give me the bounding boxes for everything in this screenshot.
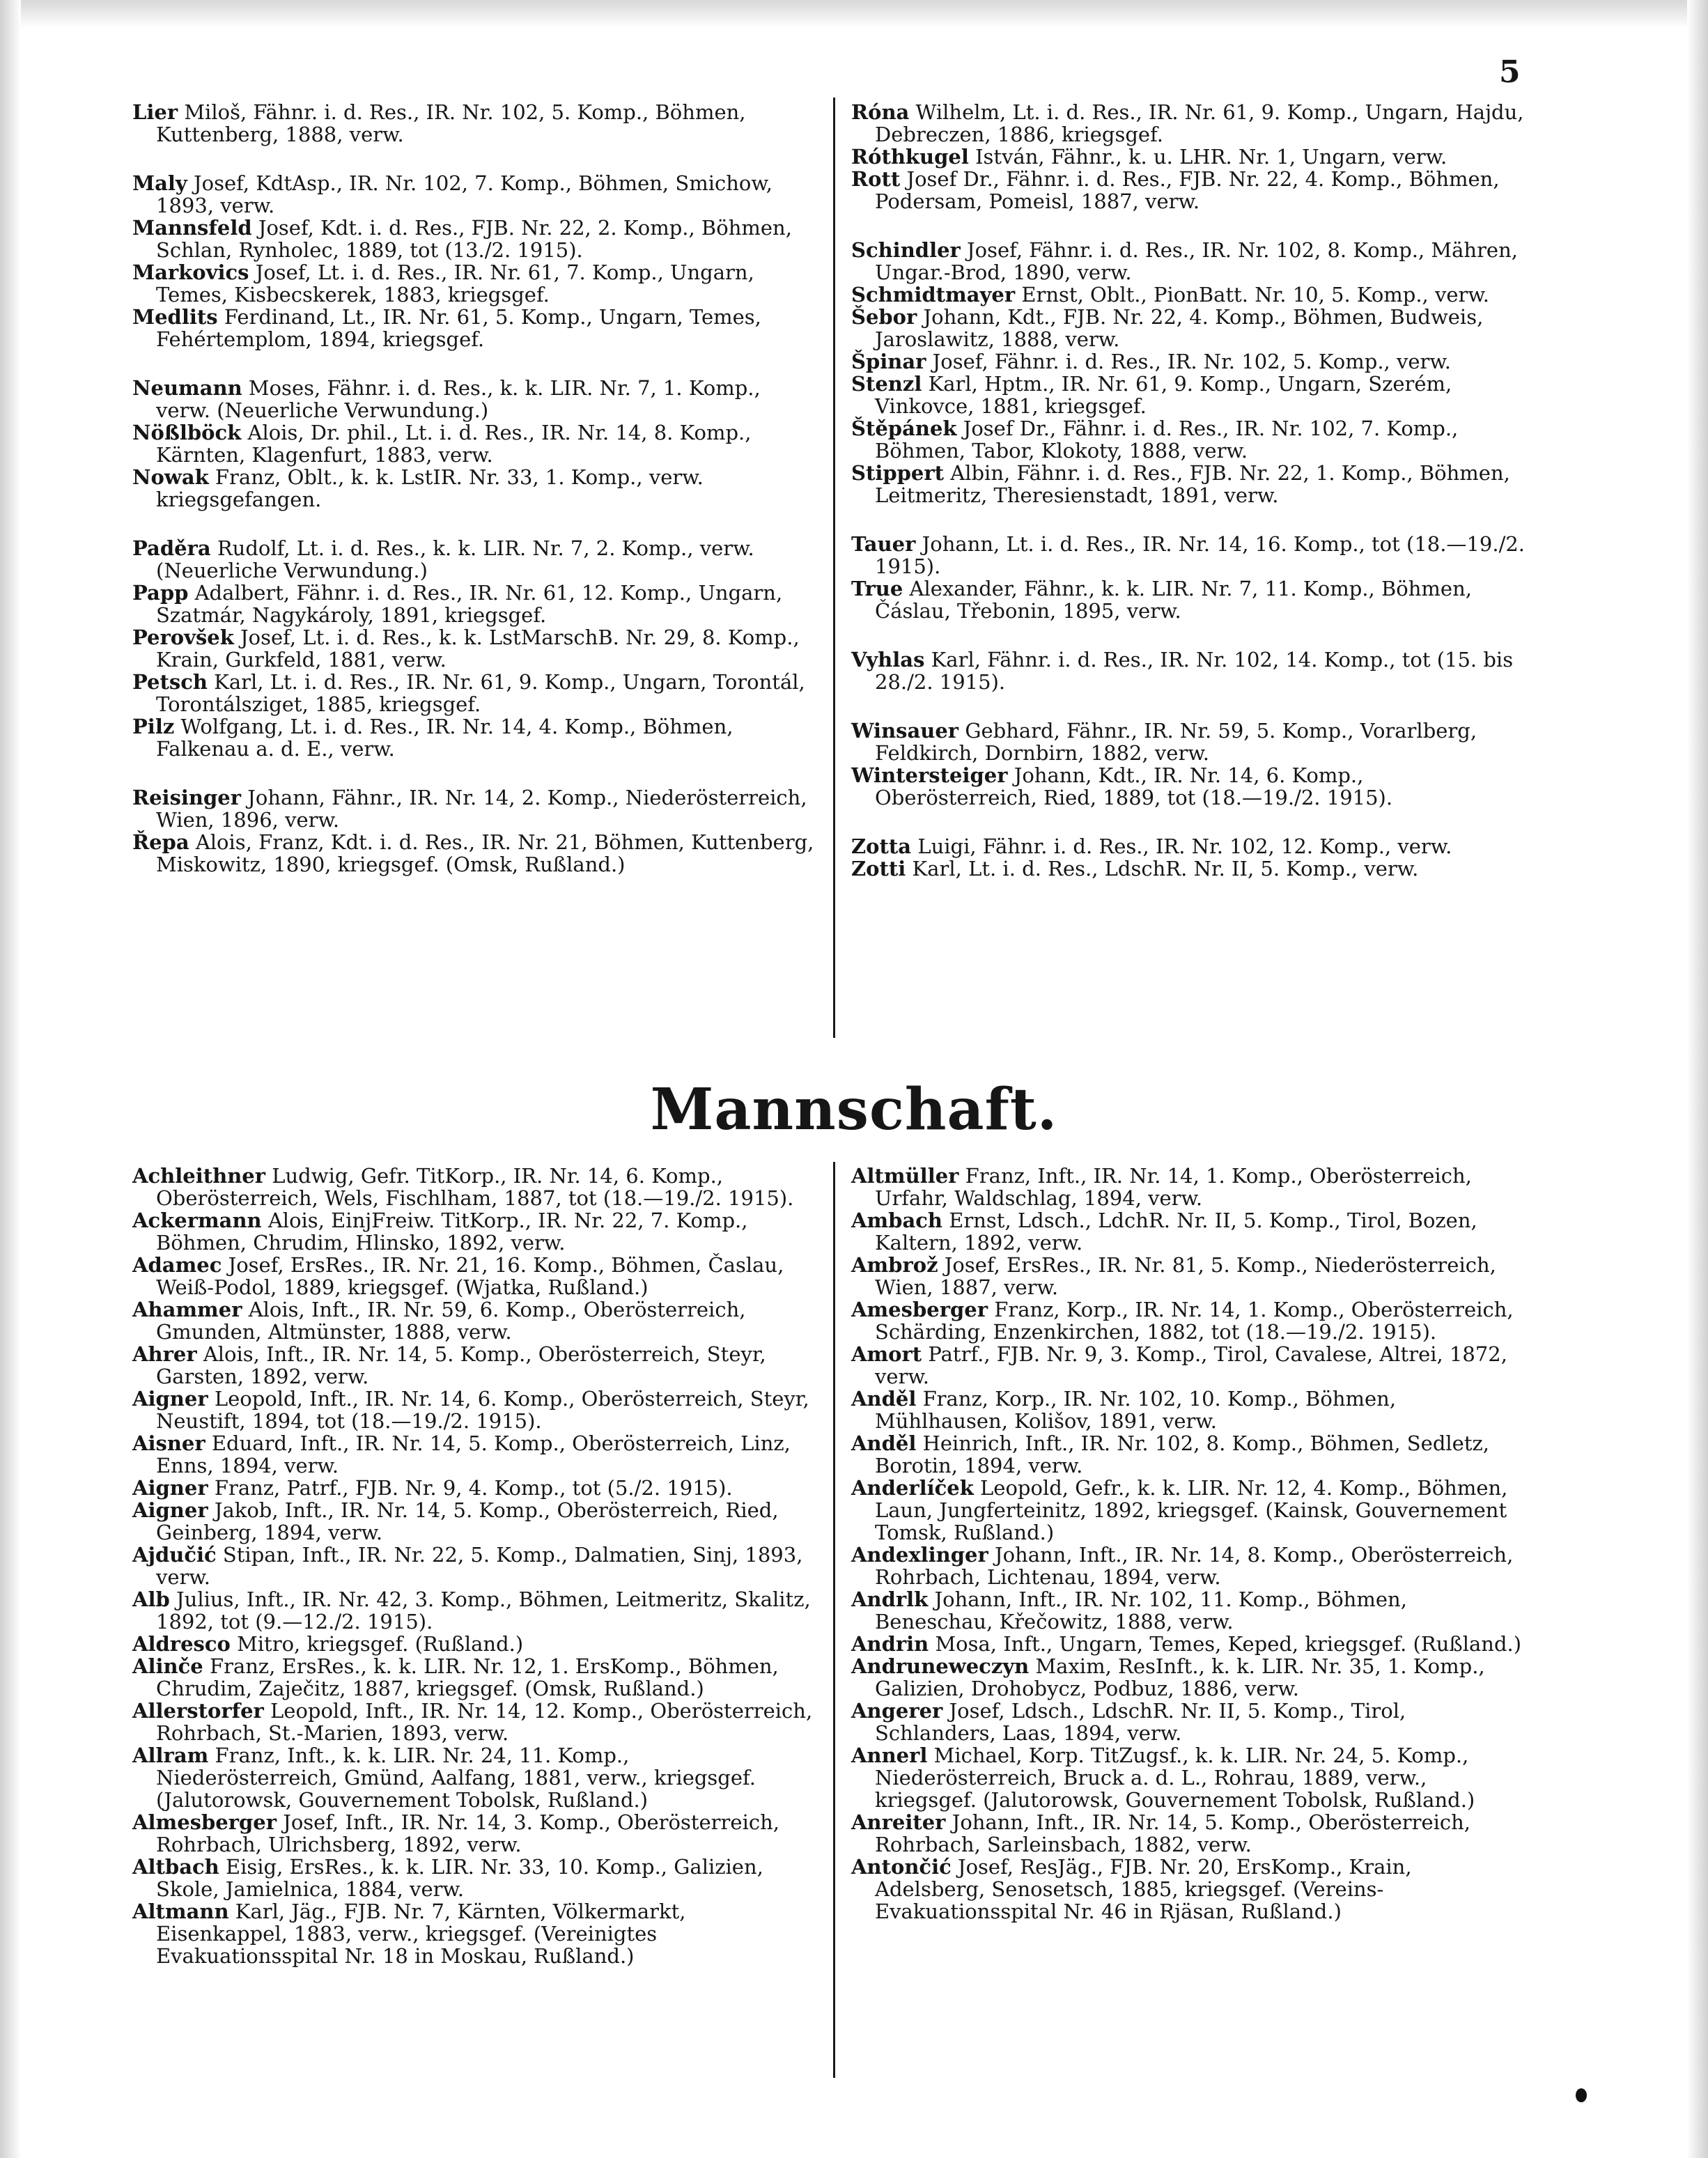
register-entry (132, 831, 815, 876)
officers-right-column (851, 101, 1527, 1027)
entry-details: Gebhard, Fähnr., IR. Nr. 59, 5. Komp., Vorarlberg, Feldkirch, Dornbirn, 1882, verw. (875, 719, 1477, 765)
entry-surname: Nößlböck (132, 421, 242, 444)
entry-details: Mitro, kriegsgef. (Rußland.) (237, 1632, 524, 1656)
mannschaft-left-column (132, 1165, 815, 2084)
entry-details: Josef, Fähnr. i. d. Res., IR. Nr. 102, 8. Komp., Mähren, Ungar.-Brod, 1890, verw. (875, 238, 1518, 284)
entry-details: Luigi, Fähnr. i. d. Res., IR. Nr. 102, 12. Komp., verw. (917, 835, 1452, 858)
register-entry (132, 715, 815, 760)
register-entry (132, 421, 815, 466)
entry-surname: Šebor (851, 305, 917, 329)
entry-details: Karl, Lt. i. d. Res., IR. Nr. 61, 9. Komp., Ungarn, Torontál, Torontálsziget, 1885, kriegsgef. (156, 670, 805, 716)
entry-details: Franz, Korp., IR. Nr. 14, 1. Komp., Oberösterreich, Schärding, Enzenkirchen, 1882, tot (18.—19./2. 1915). (875, 1298, 1514, 1344)
entry-details: Wolfgang, Lt. i. d. Res., IR. Nr. 14, 4. Komp., Böhmen, Falkenau a. d. E., verw. (156, 715, 733, 761)
entry-details: Josef, Ldsch., LdschR. Nr. II, 5. Komp., Tirol, Schlanders, Laas, 1894, verw. (875, 1699, 1406, 1745)
entry-surname: Róna (851, 100, 910, 124)
column-divider-top (833, 98, 835, 1038)
section-title-mannschaft: Mannschaft. (650, 1076, 1058, 1143)
register-entry (851, 1544, 1527, 1588)
register-entry (132, 1209, 815, 1254)
register-entry (132, 217, 815, 261)
entry-details: Franz, Inft., k. k. LIR. Nr. 24, 11. Komp., Niederösterreich, Gmünd, Aalfang, 1881, verw., kriegsgef. (Jalutorowsk, Gouvernement Tobolsk, Rußland.) (156, 1744, 756, 1812)
register-entry (851, 533, 1527, 577)
entry-details: Eduard, Inft., IR. Nr. 14, 5. Komp., Oberösterreich, Linz, Enns, 1894, verw. (156, 1431, 791, 1477)
entry-details: Johann, Kdt., FJB. Nr. 22, 4. Komp., Böhmen, Budweis, Jaroslawitz, 1888, verw. (875, 305, 1484, 351)
entry-surname: Špinar (851, 350, 926, 373)
entry-details: Josef, ResJäg., FJB. Nr. 20, ErsKomp., Krain, Adelsberg, Senosetsch, 1885, kriegsgef. (Vereins-Evakuationsspital Nr. 46 in Rjäsan, Rußland.) (875, 1855, 1412, 1923)
register-entry (132, 1544, 815, 1588)
entry-surname: Altbach (132, 1855, 219, 1879)
entry-surname: Paděra (132, 536, 211, 560)
register-entry (132, 306, 815, 350)
entry-details: Julius, Inft., IR. Nr. 42, 3. Komp., Böhmen, Leitmeritz, Skalitz, 1892, tot (9.—12./2. 1915). (156, 1588, 811, 1633)
entry-surname: Aisner (132, 1431, 205, 1455)
officers-left-column (132, 101, 815, 1027)
entry-details: Alois, Dr. phil., Lt. i. d. Res., IR. Nr. 14, 8. Komp., Kärnten, Klagenfurt, 1883, verw. (156, 421, 752, 467)
register-entry (851, 239, 1527, 284)
entry-surname: Adamec (132, 1253, 222, 1277)
register-entry (132, 1298, 815, 1343)
entry-surname: Andrlk (851, 1588, 929, 1611)
entry-details: Miloš, Fähnr. i. d. Res., IR. Nr. 102, 5. Komp., Böhmen, Kuttenberg, 1888, verw. (156, 100, 746, 146)
entry-surname: Almesberger (132, 1810, 277, 1834)
scan-shadow-top (0, 0, 1708, 28)
entry-details: Josef, Kdt. i. d. Res., FJB. Nr. 22, 2. Komp., Böhmen, Schlan, Rynholec, 1889, tot (13./2. 1915). (156, 216, 792, 262)
register-entry (851, 1165, 1527, 1209)
register-entry (851, 1655, 1527, 1700)
entry-details: Rudolf, Lt. i. d. Res., k. k. LIR. Nr. 7, 2. Komp., verw. (Neuerliche Verwundung.) (156, 536, 754, 582)
register-entry (132, 626, 815, 671)
register-entry (132, 1388, 815, 1432)
entry-details: Leopold, Inft., IR. Nr. 14, 12. Komp., Oberösterreich, Rohrbach, St.-Marien, 1893, verw. (156, 1699, 813, 1745)
entry-details: Josef, Fähnr. i. d. Res., IR. Nr. 102, 5. Komp., verw. (932, 350, 1451, 373)
entry-details: Alois, Inft., IR. Nr. 59, 6. Komp., Oberösterreich, Gmunden, Altmünster, 1888, verw. (156, 1298, 746, 1344)
entry-details: Josef, Lt. i. d. Res., k. k. LstMarschB. Nr. 29, 8. Komp., Krain, Gurkfeld, 1881, verw. (156, 626, 800, 672)
register-entry (132, 582, 815, 626)
entry-surname: Alinče (132, 1654, 203, 1678)
register-entry (132, 1811, 815, 1856)
register-entry (132, 1700, 815, 1744)
entry-surname: Allerstorfer (132, 1699, 264, 1723)
entry-details: István, Fähnr., k. u. LHR. Nr. 1, Ungarn, verw. (975, 145, 1447, 169)
register-entry (851, 1477, 1527, 1544)
entry-details: Michael, Korp. TitZugsf., k. k. LIR. Nr. 24, 5. Komp., Niederösterreich, Bruck a. d. L., Rohrau, 1889, verw., kriegsgef. (Jalutorowsk, Gouvernement Tobolsk, Rußland.) (875, 1744, 1475, 1812)
entry-surname: Vyhlas (851, 648, 925, 672)
entry-details: Josef, KdtAsp., IR. Nr. 102, 7. Komp., Böhmen, Smichow, 1893, verw. (156, 171, 773, 217)
entry-details: Karl, Jäg., FJB. Nr. 7, Kärnten, Völkermarkt, Eisenkappel, 1883, verw., kriegsgef. (Vereinigtes Evakuationsspital Nr. 18 in Moskau, Rußland.) (156, 1900, 686, 1968)
entry-details: Johann, Fähnr., IR. Nr. 14, 2. Komp., Niederösterreich, Wien, 1896, verw. (156, 786, 807, 832)
entry-surname: Altmann (132, 1900, 229, 1923)
entry-details: Josef, Lt. i. d. Res., IR. Nr. 61, 7. Komp., Ungarn, Temes, Kisbecskerek, 1883, kriegsgef. (156, 261, 754, 306)
entry-surname: Rott (851, 167, 901, 191)
entry-details: Karl, Hptm., IR. Nr. 61, 9. Komp., Ungarn, Szerém, Vinkovce, 1881, kriegsgef. (875, 372, 1452, 418)
entry-details: Franz, ErsRes., k. k. LIR. Nr. 12, 1. ErsKomp., Böhmen, Chrudim, Zaječitz, 1887, kriegsgef. (Omsk, Rußland.) (156, 1654, 779, 1700)
entry-details: Franz, Korp., IR. Nr. 102, 10. Komp., Böhmen, Mühlhausen, Kolišov, 1891, verw. (875, 1387, 1397, 1433)
entry-surname: Stippert (851, 461, 945, 485)
entry-surname: Angerer (851, 1699, 943, 1723)
entry-surname: Schmidtmayer (851, 283, 1016, 306)
entry-surname: Anderlíček (851, 1476, 974, 1500)
register-entry (851, 835, 1527, 857)
register-entry (132, 1477, 815, 1499)
entry-surname: Anděl (851, 1431, 917, 1455)
entry-details: Josef, ErsRes., IR. Nr. 81, 5. Komp., Niederösterreich, Wien, 1887, verw. (875, 1253, 1496, 1299)
register-entry (132, 1499, 815, 1544)
entry-details: Johann, Inft., IR. Nr. 102, 11. Komp., Böhmen, Beneschau, Křečowitz, 1888, verw. (875, 1588, 1407, 1633)
entry-surname: Maly (132, 171, 187, 195)
page-number: 5 (1499, 54, 1521, 90)
entry-surname: Papp (132, 581, 189, 605)
entry-details: Albin, Fähnr. i. d. Res., FJB. Nr. 22, 1. Komp., Böhmen, Leitmeritz, Theresienstadt, 1891, verw. (875, 461, 1510, 507)
register-entry (851, 1298, 1527, 1343)
entry-details: Mosa, Inft., Ungarn, Temes, Keped, kriegsgef. (Rußland.) (935, 1632, 1522, 1656)
entry-details: Johann, Inft., IR. Nr. 14, 5. Komp., Oberösterreich, Rohrbach, Sarleinsbach, 1882, verw. (875, 1810, 1471, 1856)
register-entry (132, 1432, 815, 1477)
entry-details: Wilhelm, Lt. i. d. Res., IR. Nr. 61, 9. Komp., Ungarn, Hajdu, Debreczen, 1886, kriegsgef. (875, 100, 1524, 146)
register-entry (132, 537, 815, 582)
entry-surname: Aigner (132, 1498, 208, 1522)
entry-surname: Alb (132, 1588, 170, 1611)
entry-surname: Aigner (132, 1387, 208, 1411)
entry-details: Alexander, Fähnr., k. k. LIR. Nr. 7, 11. Komp., Böhmen, Čáslau, Třebonin, 1895, verw. (875, 577, 1472, 623)
entry-surname: Perovšek (132, 626, 234, 649)
register-entry (851, 1343, 1527, 1388)
entry-surname: Winsauer (851, 719, 959, 743)
entry-details: Heinrich, Inft., IR. Nr. 102, 8. Komp., Böhmen, Sedletz, Borotin, 1894, verw. (875, 1431, 1489, 1477)
entry-surname: Wintersteiger (851, 763, 1008, 787)
entry-details: Karl, Lt. i. d. Res., LdschR. Nr. II, 5. Komp., verw. (912, 857, 1419, 880)
register-entry (851, 462, 1527, 506)
entry-details: Alois, Franz, Kdt. i. d. Res., IR. Nr. 21, Böhmen, Kuttenberg, Miskowitz, 1890, kriegsgef. (Omsk, Rußland.) (156, 830, 814, 876)
register-entry (851, 417, 1527, 462)
register-entry (851, 1588, 1527, 1633)
entry-surname: Amort (851, 1342, 922, 1366)
entry-details: Ferdinand, Lt., IR. Nr. 61, 5. Komp., Ungarn, Temes, Fehértemplom, 1894, kriegsgef. (156, 305, 761, 351)
entry-surname: Anděl (851, 1387, 917, 1411)
entry-details: Josef Dr., Fähnr. i. d. Res., IR. Nr. 102, 7. Komp., Böhmen, Tabor, Klokoty, 1888, verw. (875, 417, 1459, 463)
register-entry (851, 306, 1527, 350)
register-entry (132, 786, 815, 831)
entry-surname: Ackermann (132, 1209, 262, 1232)
register-entry (851, 1744, 1527, 1811)
entry-surname: Aigner (132, 1476, 208, 1500)
entry-details: Josef, ErsRes., IR. Nr. 21, 16. Komp., Böhmen, Časlau, Weiß-Podol, 1889, kriegsgef. (Wjatka, Rußland.) (156, 1253, 784, 1299)
register-entry (132, 671, 815, 715)
entry-details: Johann, Kdt., IR. Nr. 14, 6. Komp., Oberösterreich, Ried, 1889, tot (18.—19./2. 1915). (875, 763, 1393, 809)
register-entry (851, 1209, 1527, 1254)
entry-surname: Reisinger (132, 786, 242, 809)
entry-surname: Andexlinger (851, 1543, 988, 1567)
entry-surname: Andruneweczyn (851, 1654, 1030, 1678)
register-entry (132, 1856, 815, 1900)
entry-surname: True (851, 577, 903, 600)
entry-surname: Annerl (851, 1744, 928, 1767)
entry-surname: Ahrer (132, 1342, 197, 1366)
entry-surname: Allram (132, 1744, 209, 1767)
register-entry (851, 649, 1527, 693)
register-entry (851, 1388, 1527, 1432)
entry-details: Karl, Fähnr. i. d. Res., IR. Nr. 102, 14. Komp., tot (15. bis 28./2. 1915). (875, 648, 1514, 694)
entry-surname: Anreiter (851, 1810, 946, 1834)
entry-surname: Róthkugel (851, 145, 969, 169)
entry-details: Josef Dr., Fähnr. i. d. Res., FJB. Nr. 22, 4. Komp., Böhmen, Podersam, Pomeisl, 1887, verw. (875, 167, 1500, 213)
entry-surname: Medlits (132, 305, 218, 329)
column-divider-bottom (833, 1162, 835, 2078)
entry-surname: Pilz (132, 715, 175, 738)
register-entry (132, 1744, 815, 1811)
entry-surname: Antončić (851, 1855, 952, 1879)
entry-details: Josef, Inft., IR. Nr. 14, 3. Komp., Oberösterreich, Rohrbach, Ulrichsberg, 1892, verw. (156, 1810, 779, 1856)
register-entry (851, 1254, 1527, 1298)
entry-surname: Stenzl (851, 372, 922, 396)
entry-surname: Schindler (851, 238, 961, 262)
register-entry (851, 857, 1527, 880)
register-entry (132, 261, 815, 306)
register-entry (851, 373, 1527, 417)
register-entry (132, 1900, 815, 1967)
entry-surname: Markovics (132, 261, 249, 284)
entry-details: Alois, EinjFreiw. TitKorp., IR. Nr. 22, 7. Komp., Böhmen, Chrudim, Hlinsko, 1892, verw. (156, 1209, 748, 1255)
entry-details: Eisig, ErsRes., k. k. LIR. Nr. 33, 10. Komp., Galizien, Skole, Jamielnica, 1884, verw. (156, 1855, 763, 1901)
register-entry (132, 1655, 815, 1700)
register-entry (851, 284, 1527, 306)
register-entry (132, 1254, 815, 1298)
register-entry (851, 146, 1527, 168)
entry-details: Leopold, Inft., IR. Nr. 14, 6. Komp., Oberösterreich, Steyr, Neustift, 1894, tot (18.—19./2. 1915). (156, 1387, 809, 1433)
entry-details: Moses, Fähnr. i. d. Res., k. k. LIR. Nr. 7, 1. Komp., verw. (Neuerliche Verwundung.) (156, 376, 761, 422)
entry-details: Leopold, Gefr., k. k. LIR. Nr. 12, 4. Komp., Böhmen, Laun, Jungferteinitz, 1892, kriegsgef. (Kainsk, Gouvernement Tomsk, Rußland.) (875, 1476, 1508, 1544)
register-entry (851, 1700, 1527, 1744)
ink-speck (1576, 2088, 1587, 2102)
register-entry (851, 764, 1527, 809)
entry-surname: Altmüller (851, 1164, 959, 1188)
entry-surname: Amesberger (851, 1298, 988, 1321)
entry-details: Johann, Lt. i. d. Res., IR. Nr. 14, 16. Komp., tot (18.—19./2. 1915). (875, 532, 1525, 578)
entry-surname: Zotti (851, 857, 906, 880)
entry-details: Jakob, Inft., IR. Nr. 14, 5. Komp., Oberösterreich, Ried, Geinberg, 1894, verw. (156, 1498, 779, 1544)
entry-surname: Zotta (851, 835, 912, 858)
register-entry (851, 1856, 1527, 1923)
entry-surname: Petsch (132, 670, 208, 694)
entry-details: Ernst, Oblt., PionBatt. Nr. 10, 5. Komp., verw. (1021, 283, 1490, 306)
register-entry (132, 172, 815, 217)
register-entry (851, 101, 1527, 146)
entry-surname: Achleithner (132, 1164, 266, 1188)
register-entry (851, 1432, 1527, 1477)
entry-surname: Ambach (851, 1209, 942, 1232)
entry-details: Franz, Patrf., FJB. Nr. 9, 4. Komp., tot (5./2. 1915). (214, 1476, 733, 1500)
entry-surname: Nowak (132, 465, 209, 489)
entry-surname: Ajdučić (132, 1543, 217, 1567)
register-entry (851, 1811, 1527, 1856)
mannschaft-right-column (851, 1165, 1527, 2084)
entry-surname: Ambrož (851, 1253, 938, 1277)
register-entry (132, 1588, 815, 1633)
register-entry (132, 377, 815, 421)
entry-surname: Mannsfeld (132, 216, 252, 240)
entry-details: Adalbert, Fähnr. i. d. Res., IR. Nr. 61, 12. Komp., Ungarn, Szatmár, Nagykároly, 1891, kriegsgef. (156, 581, 783, 627)
register-entry (851, 1633, 1527, 1655)
entry-details: Maxim, ResInft., k. k. LIR. Nr. 35, 1. Komp., Galizien, Drohobycz, Podbuz, 1886, verw. (875, 1654, 1485, 1700)
entry-details: Patrf., FJB. Nr. 9, 3. Komp., Tirol, Cavalese, Altrei, 1872, verw. (875, 1342, 1507, 1388)
entry-surname: Tauer (851, 532, 916, 556)
entry-details: Johann, Inft., IR. Nr. 14, 8. Komp., Oberösterreich, Rohrbach, Lichtenau, 1894, verw. (875, 1543, 1514, 1589)
entry-details: Ernst, Ldsch., LdchR. Nr. II, 5. Komp., Tirol, Bozen, Kaltern, 1892, verw. (875, 1209, 1477, 1255)
entry-details: Franz, Oblt., k. k. LstIR. Nr. 33, 1. Komp., verw. kriegsgefangen. (156, 465, 704, 511)
register-entry (132, 101, 815, 146)
entry-details: Alois, Inft., IR. Nr. 14, 5. Komp., Oberösterreich, Steyr, Garsten, 1892, verw. (156, 1342, 766, 1388)
register-entry (851, 577, 1527, 622)
register-entry (132, 1633, 815, 1655)
register-entry (851, 168, 1527, 212)
entry-details: Franz, Inft., IR. Nr. 14, 1. Komp., Oberösterreich, Urfahr, Waldschlag, 1894, verw. (875, 1164, 1472, 1210)
entry-surname: Řepa (132, 830, 189, 854)
register-entry (851, 720, 1527, 764)
register-entry (851, 350, 1527, 373)
register-entry (132, 466, 815, 511)
entry-details: Stipan, Inft., IR. Nr. 22, 5. Komp., Dalmatien, Sinj, 1893, verw. (156, 1543, 803, 1589)
entry-surname: Lier (132, 100, 178, 124)
entry-surname: Neumann (132, 376, 242, 400)
register-entry (132, 1343, 815, 1388)
register-entry (132, 1165, 815, 1209)
entry-surname: Andrin (851, 1632, 929, 1656)
entry-surname: Ahammer (132, 1298, 242, 1321)
entry-details: Ludwig, Gefr. TitKorp., IR. Nr. 14, 6. Komp., Oberösterreich, Wels, Fischlham, 1887, tot (18.—19./2. 1915). (156, 1164, 794, 1210)
entry-surname: Štěpánek (851, 417, 957, 440)
entry-surname: Aldresco (132, 1632, 231, 1656)
